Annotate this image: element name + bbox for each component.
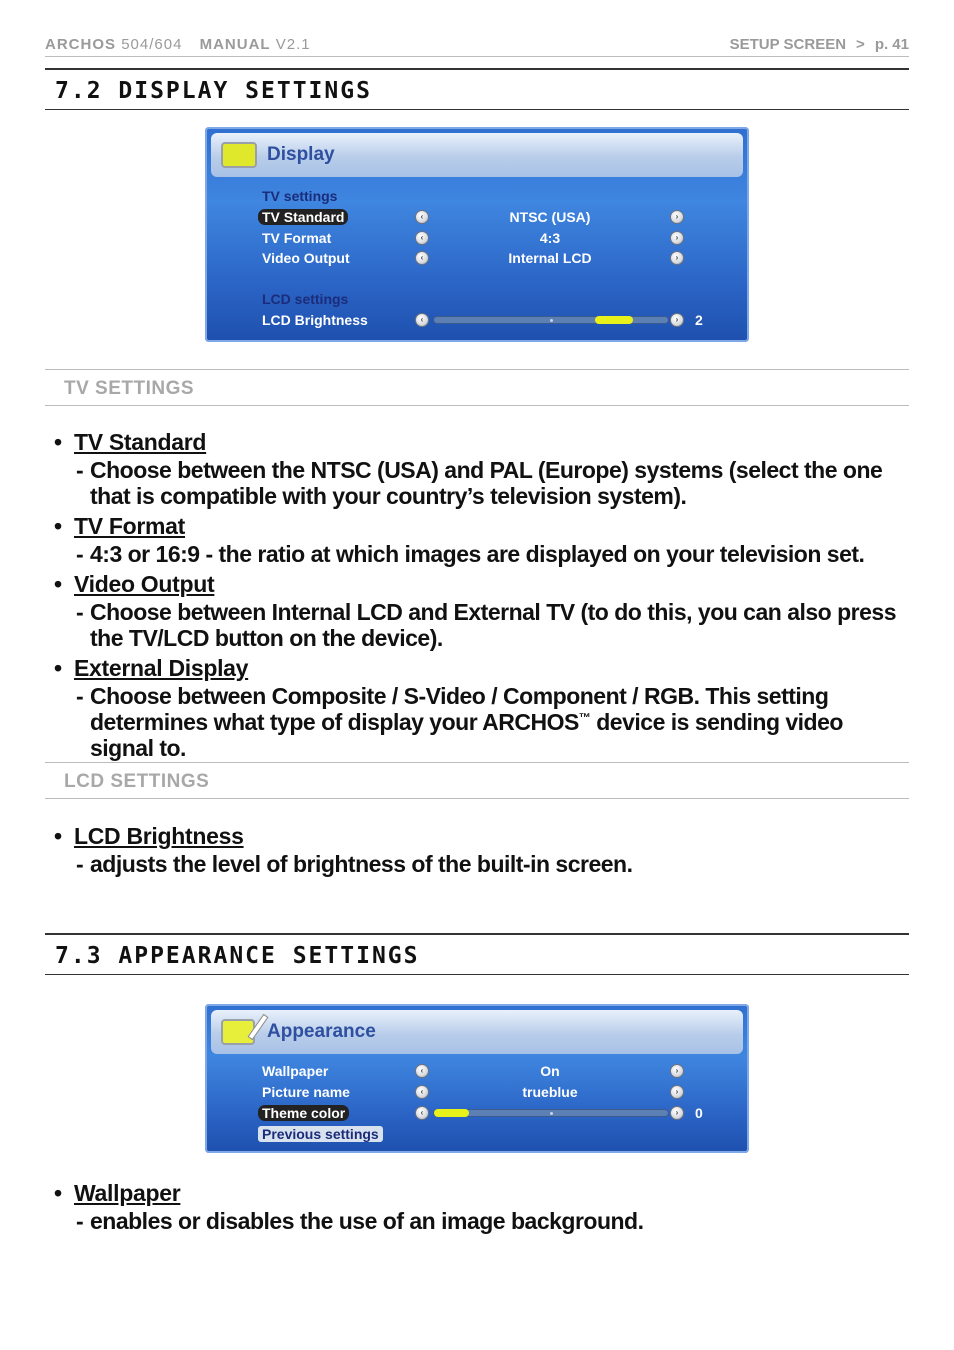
dash-glyph: - — [76, 683, 84, 709]
panel-slider-value: 0 — [695, 1105, 703, 1121]
panel-row-label: Wallpaper — [262, 1063, 329, 1079]
display-settings-screenshot — [205, 127, 749, 342]
header-page-number: p. 41 — [874, 36, 909, 53]
list-item-term: LCD Brightness — [74, 823, 244, 849]
tv-icon — [221, 142, 257, 168]
bullet-glyph: • — [54, 655, 63, 681]
panel-row-value: On — [540, 1063, 560, 1079]
arrow-left-icon[interactable]: ‹ — [415, 313, 429, 327]
appearance-panel-titlebar — [211, 1010, 743, 1054]
header-separator: > — [856, 36, 865, 53]
arrow-left-icon[interactable]: ‹ — [415, 251, 429, 265]
panel-slider-fill — [434, 1109, 469, 1117]
header-manual-label: MANUAL — [199, 36, 271, 53]
list-item — [45, 1180, 909, 1234]
panel-row[interactable] — [205, 207, 749, 227]
panel-slider-fill — [595, 316, 632, 324]
list-item-description: - Choose between the NTSC (USA) and PAL (Europe) systems (select the one that is compatible with your country’s television system). — [76, 457, 883, 509]
list-item-description: - 4:3 or 16:9 - the ratio at which images are displayed on your television set. — [76, 541, 865, 567]
header-brand: ARCHOS — [45, 36, 117, 53]
bullet-glyph: • — [54, 429, 63, 455]
arrow-right-icon[interactable]: › — [670, 251, 684, 265]
header-manual-info — [45, 36, 311, 53]
panel-row-label: TV Standard — [258, 209, 348, 225]
list-item-description: - enables or disables the use of an image background. — [76, 1208, 644, 1234]
bullet-glyph: • — [54, 513, 63, 539]
bullet-glyph: • — [54, 571, 63, 597]
arrow-right-icon[interactable]: › — [670, 1064, 684, 1078]
arrow-left-icon[interactable]: ‹ — [415, 1085, 429, 1099]
display-panel-titlebar — [211, 133, 743, 177]
panel-row-label: Picture name — [262, 1084, 350, 1100]
list-item-term: TV Format — [74, 513, 186, 539]
header-version: V2.1 — [275, 36, 311, 53]
arrow-right-icon[interactable]: › — [670, 231, 684, 245]
panel-row-value: NTSC (USA) — [509, 209, 591, 225]
panel-row-label: Video Output — [262, 250, 350, 266]
dash-glyph: - — [76, 541, 84, 567]
trademark-symbol: ™ — [578, 710, 591, 725]
lcd-settings-subheading-text: LCD SETTINGS — [64, 771, 210, 792]
bullet-glyph: • — [54, 823, 63, 849]
arrow-left-icon[interactable]: ‹ — [415, 231, 429, 245]
dash-glyph: - — [76, 457, 84, 483]
list-item-term: Wallpaper — [74, 1180, 181, 1206]
arrow-left-icon[interactable]: ‹ — [415, 210, 429, 224]
display-panel-title: Display — [267, 144, 335, 165]
panel-row-label: Previous settings — [258, 1126, 383, 1142]
bullet-glyph: • — [54, 1180, 63, 1206]
list-item-term: TV Standard — [74, 429, 207, 455]
panel-row-label: LCD Brightness — [262, 312, 368, 328]
list-item-description: - Choose between Composite / S-Video / Component / RGB. This setting determines what type of display your ARCHOS™ device is sending video signal to. — [76, 683, 843, 761]
arrow-right-icon[interactable]: › — [670, 210, 684, 224]
header-model: 504/604 — [121, 36, 183, 53]
lcd-settings-list — [45, 823, 909, 877]
panel-row — [205, 289, 749, 309]
panel-row-value: 4:3 — [539, 230, 561, 246]
panel-group-label: LCD settings — [262, 291, 349, 307]
section-title-appearance-text: 7.3 APPEARANCE SETTINGS — [55, 943, 420, 969]
panel-row-value: Internal LCD — [508, 250, 592, 266]
arrow-right-icon[interactable]: › — [670, 1085, 684, 1099]
slider-center-mark — [550, 319, 553, 322]
panel-row — [205, 186, 749, 206]
tv-settings-subheading — [45, 369, 909, 406]
arrow-right-icon[interactable]: › — [670, 1106, 684, 1120]
panel-slider[interactable] — [433, 316, 669, 324]
panel-row[interactable] — [205, 1124, 749, 1144]
paint-icon — [221, 1019, 255, 1045]
panel-slider[interactable] — [433, 1109, 669, 1117]
header-breadcrumb — [730, 36, 909, 53]
list-item-term: External Display — [74, 655, 249, 681]
list-item — [45, 571, 909, 651]
dash-glyph: - — [76, 851, 84, 877]
panel-row-label: TV Format — [262, 230, 332, 246]
list-item — [45, 823, 909, 877]
arrow-left-icon[interactable]: ‹ — [415, 1106, 429, 1120]
appearance-settings-list — [45, 1180, 909, 1234]
section-title-display-text: 7.2 DISPLAY SETTINGS — [55, 78, 372, 104]
appearance-panel-title: Appearance — [267, 1021, 376, 1042]
lcd-settings-subheading — [45, 762, 909, 799]
list-item-description: - adjusts the level of brightness of the built-in screen. — [76, 851, 633, 877]
dash-glyph: - — [76, 1208, 84, 1234]
tv-settings-subheading-text: TV SETTINGS — [64, 378, 195, 399]
appearance-settings-screenshot — [205, 1004, 749, 1153]
panel-row[interactable] — [205, 248, 749, 268]
list-item — [45, 655, 909, 761]
list-item — [45, 429, 909, 509]
list-item — [45, 513, 909, 567]
panel-row[interactable] — [205, 1103, 749, 1123]
panel-row-label: Theme color — [258, 1105, 349, 1121]
dash-glyph: - — [76, 599, 84, 625]
panel-row-value: trueblue — [522, 1084, 578, 1100]
section-title-appearance — [45, 933, 909, 975]
panel-row[interactable] — [205, 310, 749, 330]
running-header — [45, 35, 909, 57]
panel-group-label: TV settings — [262, 188, 338, 204]
tv-settings-list — [45, 429, 909, 761]
arrow-right-icon[interactable]: › — [670, 313, 684, 327]
panel-row[interactable] — [205, 228, 749, 248]
list-item-term: Video Output — [74, 571, 215, 597]
arrow-left-icon[interactable]: ‹ — [415, 1064, 429, 1078]
panel-row[interactable] — [205, 1061, 749, 1081]
panel-slider-value: 2 — [695, 312, 703, 328]
list-item-description: - Choose between Internal LCD and External TV (to do this, you can also press the TV/LCD button on the device). — [76, 599, 896, 651]
slider-center-mark — [550, 1112, 553, 1115]
section-title-display — [45, 68, 909, 110]
panel-row[interactable] — [205, 1082, 749, 1102]
header-section: SETUP SCREEN — [729, 36, 847, 53]
